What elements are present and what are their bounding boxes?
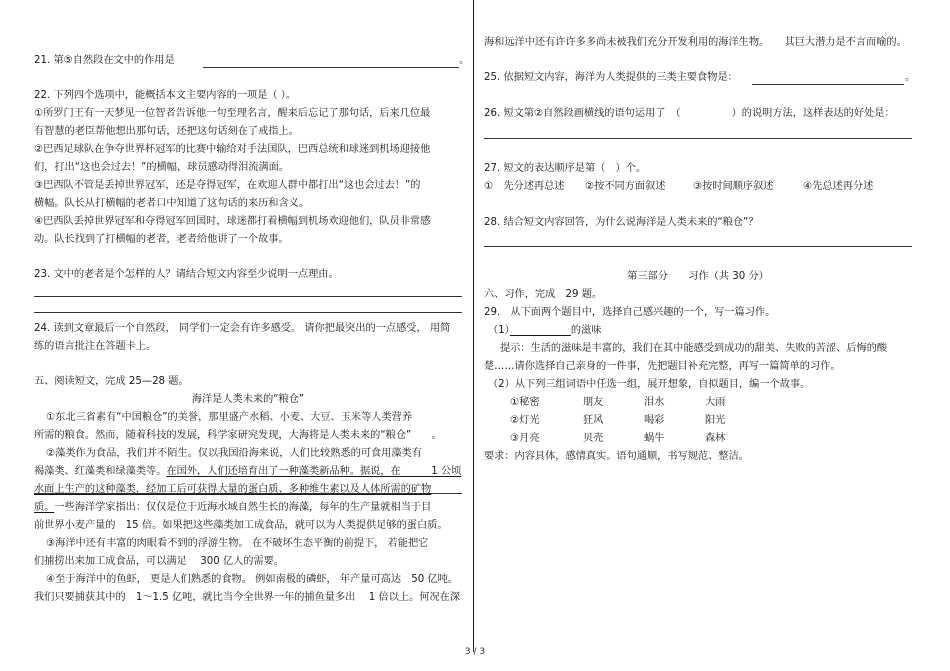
question-29: 29. 从下面两个题目中，选择自己感兴趣的一个，写一篇习作。 (484, 307, 776, 318)
word-group-1-item-4: 大雨 (705, 397, 726, 408)
section-5-heading: 五、阅读短文，完成 25—28 题。 (34, 376, 189, 387)
passage-p2c: 水面上生产的这种藻类，经加工后可获得大量的蛋白质、多种维生素以及人体所需的矿物 (34, 484, 432, 495)
answer-line-21[interactable] (203, 67, 459, 68)
question-27: 27. 短文的表达顺序是第（ ）个。 (484, 163, 647, 174)
passage-p2b-plain: 褐藻类、红藻类和绿藻类等。 (34, 466, 167, 477)
passage-p3a: ③海洋中还有丰富的肉眼看不到的浮游生物。 在不破坏生态平衡的前提下， 若能把它 (46, 538, 429, 549)
answer-line-23a[interactable] (34, 296, 462, 297)
passage-continuation: 海和远洋中还有许许多多尚未被我们充分开发利用的海洋生物。 其巨大潜力是不言而喻的。 (484, 37, 907, 48)
word-group-2-item-3: 喝彩 (644, 415, 665, 426)
word-group-1-item-2: 朋友 (583, 397, 604, 408)
section-6-heading: 六、习作，完成 29 题。 (484, 289, 603, 300)
answer-line-26[interactable] (484, 138, 912, 139)
passage-p1b: 所需的粮食。然而，随着科技的发展，科学家研究发现，大海将是人类未来的“粮仓” 。 (34, 430, 442, 441)
question-21: 21. 第⑤自然段在文中的作用是 (34, 55, 175, 66)
passage-p2b-underlined: 在国外，人们还培育出了一种藻类新品种。据说，在 1 公顷 (166, 466, 462, 477)
passage-p2d-plain: 一些海洋学家指出：仅仅是位于近海水域自然生长的海藻，每年的生产量就相当于目 (54, 502, 432, 513)
part-3-heading: 第三部分 习作（共 30 分） (627, 271, 769, 282)
q27-option-3: ③按时间顺序叙述 (693, 181, 774, 192)
question-24b: 练的语言批注在答题卡上。 (34, 341, 157, 352)
answer-line-28[interactable] (484, 246, 912, 247)
q22-option-3b: 横幅。队长从打横幅的老者口中知道了这句话的来历和含义。 (34, 198, 310, 209)
q27-option-4: ④先总述再分述 (803, 181, 874, 192)
passage-p4a: ④至于海洋中的鱼虾， 更是人们熟悉的食物。 例如南极的磷虾， 年产量可高达 50 亿吨。 (46, 574, 458, 585)
column-divider (473, 0, 474, 652)
passage-underline-rule (34, 493, 462, 494)
q27-option-2: ②按不同方面叙述 (585, 181, 666, 192)
answer-line-25[interactable] (752, 84, 904, 85)
word-group-3-item-1: ③月亮 (510, 433, 540, 444)
passage-p2a: ②藻类作为食品，我们并不陌生。仅以我国沿海来说，人们比较熟悉的可食用藻类有 (46, 448, 422, 459)
passage-p3b: 们捕捞出来加工成食品，可以满足 300 亿人的需要。 (34, 556, 285, 567)
q22-option-4b: 动。队长找到了打横幅的老者，老者给他讲了一个故事。 (34, 234, 289, 245)
passage-p2d-underlined: 质。 (34, 502, 55, 513)
question-28: 28. 结合短文内容回答，为什么说海洋是人类未来的“粮仓”？ (484, 217, 759, 228)
passage-title: 海洋是人类未来的“粮仓” (191, 394, 305, 405)
topic-2: （2）从下列三组词语中任选一组，展开想象，自拟题目，编一个故事。 (488, 379, 811, 390)
topic-1-blank[interactable] (510, 325, 571, 336)
topic-1: （1） 的滋味 (488, 325, 602, 336)
answer-line-23b[interactable] (34, 312, 462, 313)
question-25: 25. 依据短文内容，海洋为人类提供的三类主要食物是： (484, 72, 738, 83)
word-group-2-item-2: 狂风 (583, 415, 604, 426)
passage-p2d (34, 501, 431, 515)
passage-p4b: 我们只要捕获其中的 1～1.5 亿吨，就比当今全世界一年的捕鱼量多出 1 倍以上。何况在深 (34, 592, 461, 603)
word-group-1-item-1: ①秘密 (510, 397, 540, 408)
question-22: 22. 下列四个选项中，能概括本文主要内容的一项是（ ）。 (34, 90, 297, 101)
word-group-3-item-3: 蜗牛 (644, 433, 665, 444)
q22-option-4a: ④巴西队丢掉世界冠军和夺得冠军回国时，球迷都打着横幅到机场欢迎他们，队员非常感 (34, 216, 431, 227)
passage-p2b (34, 465, 461, 479)
word-group-3-item-4: 森林 (705, 433, 726, 444)
question-26: 26. 短文第②自然段画横线的语句运用了 （ ）的说明方法，这样表达的好处是： (484, 108, 895, 119)
writing-requirements: 要求：内容具体，感情真实。语句通顺，书写规范、整洁。 (484, 451, 749, 462)
q22-option-1a: ①所罗门王有一天梦见一位智者告诉他一句至理名言，醒来后忘记了那句话，后来几位最 (34, 108, 431, 119)
passage-p1a: ①东北三省素有“中国粮仓”的美誉，那里盛产水稻、小麦、大豆、玉米等人类营养 (46, 412, 413, 423)
q27-option-1: ① 先分述再总述 (484, 181, 565, 192)
question-21-end: 。 (459, 55, 470, 66)
word-group-3-item-2: 贝壳 (583, 433, 604, 444)
question-23: 23. 文中的老者是个怎样的人？请结合短文内容至少说明一点理由。 (34, 269, 339, 280)
q22-option-2b: 们，打出“这也会过去！”的横幅，球员感动得泪流满面。 (34, 162, 290, 173)
passage-p2e: 前世界小麦产量的 15 倍。如果把这些藻类加工成食品，就可以为人类提供足够的蛋白质。 (34, 520, 448, 531)
q22-option-1b: 有智慧的老臣帮他想出那句话，还把这句话刻在了戒指上。 (34, 126, 299, 137)
word-group-2-item-1: ②灯光 (510, 415, 540, 426)
q22-option-2a: ②巴西足球队在争夺世界杯冠军的比赛中输给对手法国队，巴西总统和球迷到机场迎接他 (34, 144, 431, 155)
page-number: 3 / 3 (464, 647, 486, 657)
word-group-1-item-3: 泪水 (644, 397, 665, 408)
topic-1-tip-b: 楚……请你选择自己亲身的一件事，先把题目补充完整，再写一篇简单的习作。 (484, 361, 841, 372)
word-group-2-item-4: 阳光 (705, 415, 726, 426)
question-24a: 24. 读到文章最后一个自然段， 同学们一定会有许多感受。 请你把最突出的一点感受， 用简 (34, 323, 451, 334)
q22-option-3a: ③巴西队不管是丢掉世界冠军，还是夺得冠军，在欢迎人群中都打出“这也会过去！”的 (34, 180, 421, 191)
topic-1-tip-a: 提示：生活的滋味是丰富的，我们在其中能感受到成功的甜美、失败的苦涩、后悔的酸 (500, 343, 888, 354)
question-25-end: 。 (905, 72, 916, 83)
